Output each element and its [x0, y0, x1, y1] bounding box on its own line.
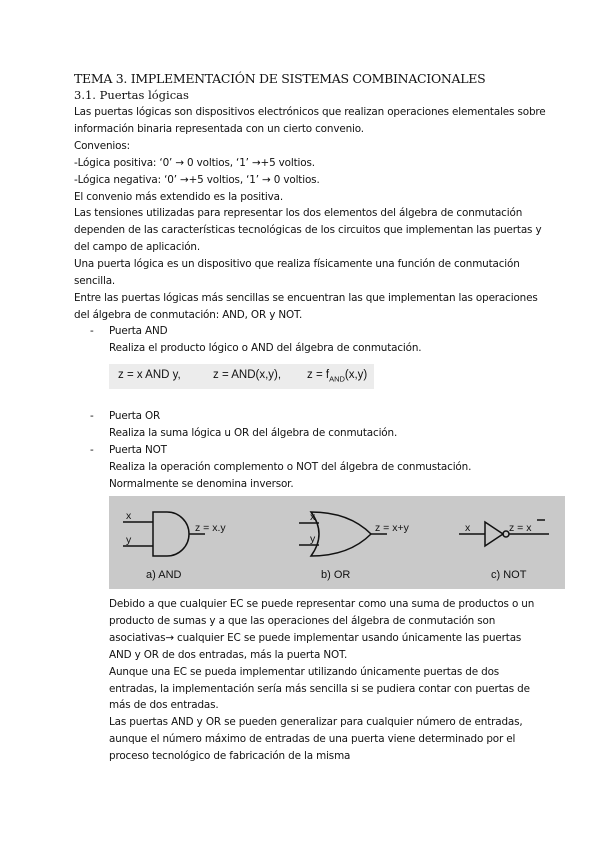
and-formula-box — [109, 364, 374, 389]
or-gate-description: Realiza la suma lógica u OR del álgebra de conmutación. — [109, 426, 398, 439]
text-line: AND y OR de dos entradas, más la puerta NOT. — [109, 648, 348, 661]
and-output-label: z = x.y — [195, 522, 226, 534]
and-gate-symbol — [123, 512, 205, 556]
text-line: producto de sumas y a que las operaciones del álgebra de conmutación son — [109, 614, 496, 627]
text-line: Debido a que cualquier EC se puede representar como una suma de productos o un — [109, 598, 535, 610]
not-gate-note: Normalmente se denomina inversor. — [109, 477, 294, 490]
text-line: del álgebra de conmutación: AND, OR y NOT. — [74, 308, 303, 321]
text-line: dependen de las características tecnológicas de los circuitos que implementan las puertas y — [74, 224, 542, 237]
text-line: Convenios: — [74, 139, 130, 152]
or-input-x-label: x — [310, 511, 316, 523]
bullet-marker: - — [90, 325, 94, 337]
and-input-y-label: y — [126, 534, 132, 546]
not-output-label: z = x — [509, 522, 532, 534]
and-gate-heading: Puerta AND — [109, 325, 168, 337]
text-line: asociativas→ cualquier EC se puede implementar usando únicamente las puertas — [109, 631, 522, 644]
intro-paragraph — [74, 104, 546, 324]
not-gate-description: Realiza la operación complemento o NOT del álgebra de conmustación. — [109, 460, 472, 473]
section-heading: 3.1. Puertas lógicas — [74, 88, 189, 102]
text-line: sencilla. — [74, 275, 116, 288]
and-caption: a) AND — [146, 569, 182, 581]
or-input-y-label: y — [310, 533, 316, 545]
text-line: aunque el número máximo de entradas de una puerta viene determinado por el — [109, 733, 516, 746]
text-line: Las tensiones utilizadas para representar los dos elementos del álgebra de conmutación — [74, 207, 523, 220]
text-line: Entre las puertas lógicas más sencillas se encuentran las que implementan las operaciones — [74, 291, 538, 304]
and-input-x-label: x — [126, 510, 132, 522]
and-gate-description: Realiza el producto lógico o AND del álgebra de conmutación. — [109, 341, 422, 354]
or-output-label: z = x+y — [375, 522, 409, 534]
text-line: información binaria representada con un cierto convenio. — [74, 122, 364, 135]
text-line: entradas, la implementación sería más sencilla si se pudiera contar con puertas de — [109, 682, 530, 695]
not-gate-symbol — [459, 520, 549, 546]
text-line: más de dos entradas. — [109, 699, 219, 712]
and-formula-3: $z = f_{AND}(x,y)$ — [307, 369, 368, 384]
text-line: -Lógica negativa: ‘0’ →+5 voltios, ‘1’ → 0 voltios. — [74, 173, 320, 186]
text-line: -Lógica positiva: ‘0’ → 0 voltios, ‘1’ →+5 voltios. — [74, 156, 315, 169]
text-line: Las puertas AND y OR se pueden generalizar para cualquier número de entradas, — [109, 716, 523, 729]
not-gate-heading: Puerta NOT — [109, 444, 167, 456]
bullet-marker: - — [90, 444, 94, 456]
text-line: El convenio más extendido es la positiva. — [74, 190, 283, 203]
bullet-marker: - — [90, 410, 94, 422]
or-gate-heading: Puerta OR — [109, 410, 161, 422]
and-formula-2: z = AND(x,y), — [213, 369, 282, 381]
text-line: del campo de aplicación. — [74, 241, 200, 254]
not-caption: c) NOT — [491, 569, 527, 581]
conclusion-paragraph — [109, 596, 534, 765]
text-line: Las puertas lógicas son dispositivos electrónicos que realizan operaciones elementales sobre — [74, 106, 546, 118]
logic-gates-figure — [109, 496, 565, 589]
text-line: proceso tecnológico de fabricación de la misma — [109, 750, 351, 763]
or-caption: b) OR — [321, 569, 351, 581]
or-gate-section — [109, 408, 397, 442]
not-gate-section — [109, 442, 471, 493]
text-line: Una puerta lógica es un dispositivo que realiza físicamente una función de conmutación — [74, 258, 520, 271]
and-formula-1: z = x AND y, — [118, 369, 181, 381]
not-input-label: x — [465, 522, 471, 534]
document-title: TEMA 3. IMPLEMENTACIÓN DE SISTEMAS COMBINACIONALES — [74, 71, 486, 86]
and-gate-section — [109, 323, 421, 357]
text-line: Aunque una EC se pueda implementar utilizando únicamente puertas de dos — [109, 665, 500, 678]
